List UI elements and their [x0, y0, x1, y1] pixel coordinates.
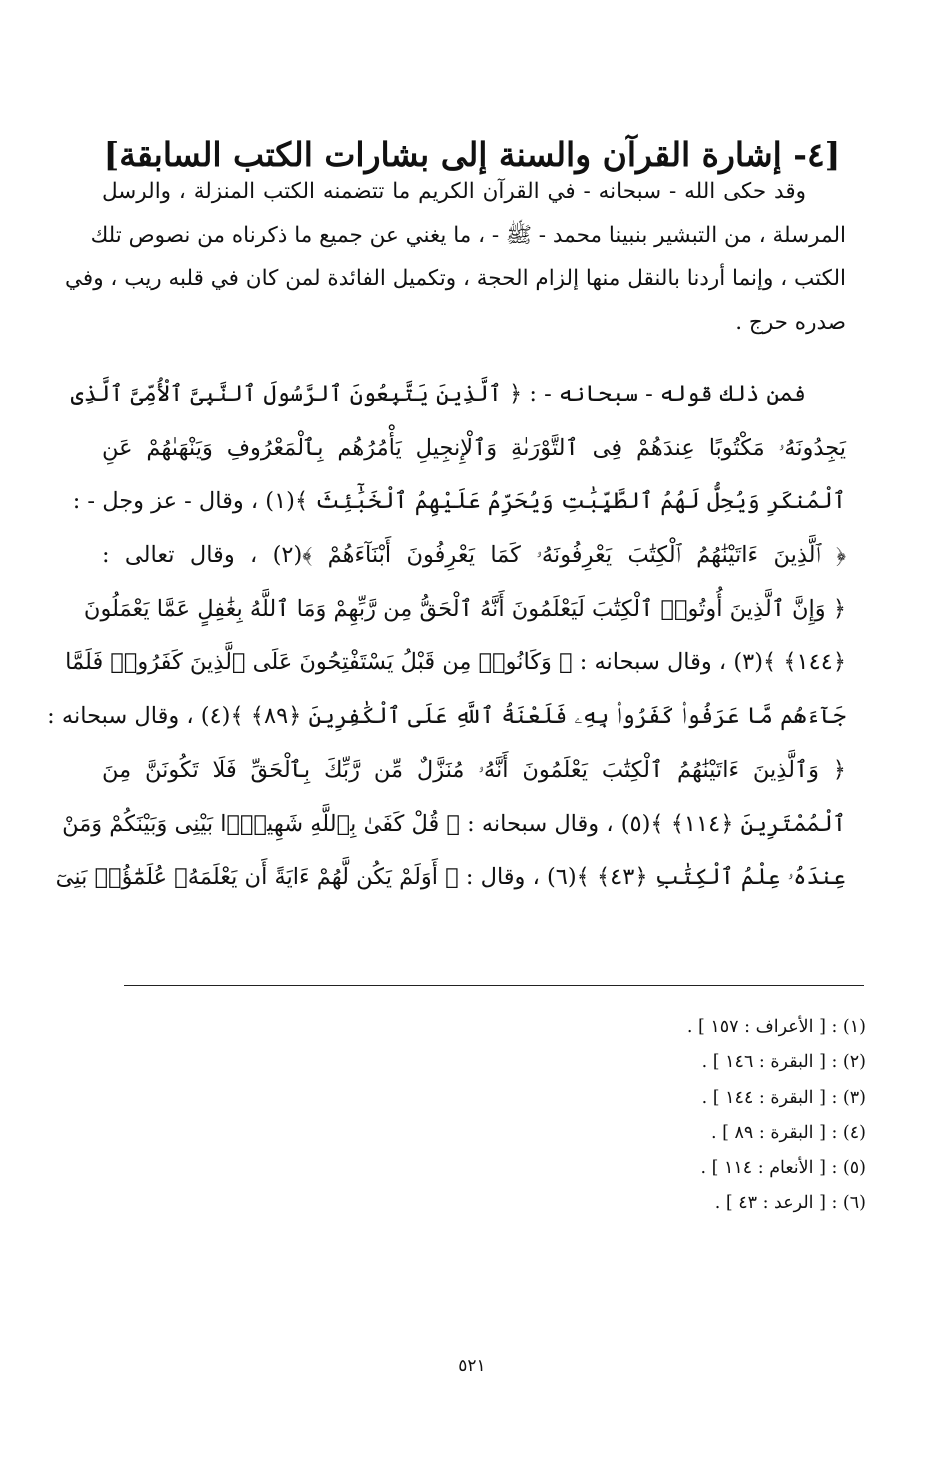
footnote-item: (٤) : [ البقرة : ٨٩ ] .: [711, 1122, 866, 1143]
verse-line: ﴿ ٱلَّذِينَ ءَاتَيْنَٰهُمُ ٱلْكِتَٰبَ يَعْرِفُونَهُۥ كَمَا يَعْرِفُونَ أَبْنَآءَهُمْ ﴾(٢) ، وقال تعالى :: [102, 542, 846, 569]
verse-line: ٱلْمُنكَرِ وَيُحِلُّ لَهُمُ ٱلطَّيِّبَٰتِ وَيُحَرِّمُ عَلَيْهِمُ ٱلْخَبَٰٓئِثَ ﴾(١) ، وقال - عز وجل - :: [72, 488, 846, 515]
section-heading: [٤- إشارة القرآن والسنة إلى بشارات الكتب السابقة]: [103, 135, 841, 175]
verse-line: ﴿ وَإِنَّ ٱلَّذِينَ أُوتُوا۟ ٱلْكِتَٰبَ لَيَعْلَمُونَ أَنَّهُ ٱلْحَقُّ مِن رَّبِّهِمْ وَمَا ٱللَّهُ بِغَٰفِلٍ عَمَّا يَعْمَلُونَ: [83, 595, 846, 622]
footnote-item: (٦) : [ الرعد : ٤٣ ] .: [714, 1193, 866, 1214]
verse-line: فمن ذلك قوله - سبحانه - : ﴿ ٱلَّذِينَ يَتَّبِعُونَ ٱلرَّسُولَ ٱلنَّبِىَّ ٱلْأُمِّىَّ ٱلَّذِى: [70, 381, 806, 407]
intro-line: الكتب ، وإنما أردنا بالنقل منها إلزام الحجة ، وتكميل الفائدة لمن كان في قلبه ريب ، وفي: [65, 266, 846, 291]
footnotes-list: [466, 1010, 866, 1222]
footnote-item: (٥) : [ الأنعام : ١١٤ ] .: [700, 1158, 866, 1179]
verse-line: ﴿١٤٤﴾ ﴾(٣) ، وقال سبحانه : ﴿ وَكَانُوا۟ مِن قَبْلُ يَسْتَفْتِحُونَ عَلَى ٱلَّذِينَ كَفَرُوا۟ فَلَمَّا: [65, 649, 846, 676]
intro-line: المرسلة ، من التبشير بنبينا محمد - ﷺ - ، ما يغني عن جميع ما ذكرناه من نصوص تلك: [90, 222, 846, 248]
intro-line: صدره حرج .: [735, 309, 846, 335]
verse-line: جَآءَهُم مَّا عَرَفُوا۟ كَفَرُوا۟ بِهِۦ فَلَعْنَةُ ٱللَّهِ عَلَى ٱلْكَٰفِرِينَ ﴿٨٩﴾ ﴾(٤) ، وقال سبحانه :: [47, 703, 846, 730]
footnote-item: (٢) : [ البقرة : ١٤٦ ] .: [701, 1052, 866, 1073]
intro-paragraph: [65, 170, 846, 344]
footnote-item: (١) : [ الأعراف : ١٥٧ ] .: [686, 1017, 866, 1037]
footnote-item: (٣) : [ البقرة : ١٤٤ ] .: [701, 1087, 866, 1108]
footnote-divider: [124, 985, 864, 986]
verse-line: ﴿ وَٱلَّذِينَ ءَاتَيْنَٰهُمُ ٱلْكِتَٰبَ يَعْلَمُونَ أَنَّهُۥ مُنَزَّلٌ مِّن رَّبِّكَ بِٱلْحَقِّ فَلَا تَكُونَنَّ مِنَ: [102, 756, 846, 783]
verse-line: يَجِدُونَهُۥ مَكْتُوبًا عِندَهُمْ فِى ٱلتَّوْرَىٰةِ وَٱلْإِنجِيلِ يَأْمُرُهُم بِٱلْمَعْرُوفِ وَيَنْهَىٰهُمْ عَنِ: [102, 434, 846, 461]
verses-paragraph: [47, 368, 846, 905]
verse-line: ٱلْمُمْتَرِينَ ﴿١١٤﴾ ﴾(٥) ، وقال سبحانه : ﴿ قُلْ كَفَىٰ بِٱللَّهِ شَهِيدًۢا بَيْنِى وَبَيْنَكُمْ وَمَنْ: [62, 810, 846, 837]
verse-line: عِندَهُۥ عِلْمُ ٱلْكِتَٰبِ ﴿٤٣﴾ ﴾(٦) ، وقال : ﴿ أَوَلَمْ يَكُن لَّهُمْ ءَايَةً أَن يَعْلَمَهُۥ عُلَمَٰٓؤُا۟ بَنِىٓ: [55, 864, 846, 891]
page-number: ٥٢١: [458, 1356, 486, 1376]
intro-line: وقد حكى الله - سبحانه - في القرآن الكريم ما تتضمنه الكتب المنزلة ، والرسل: [102, 179, 806, 204]
